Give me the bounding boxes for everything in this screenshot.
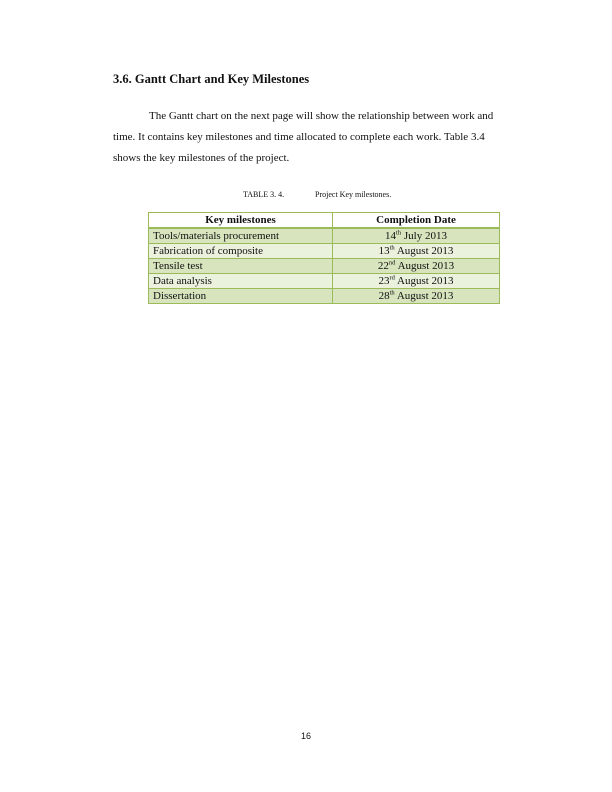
- table-row: [149, 274, 500, 289]
- date-day: 14: [385, 229, 397, 242]
- date-day: 23: [378, 274, 390, 287]
- table-caption: [243, 190, 391, 199]
- milestone-cell: Tensile test: [149, 259, 333, 274]
- table-caption-number: TABLE 3. 4.: [243, 190, 285, 199]
- date-day: 22: [377, 259, 389, 272]
- date-cell: [333, 259, 500, 274]
- date-day: 28: [378, 289, 390, 302]
- table-row: [149, 259, 500, 274]
- table-row: [149, 289, 500, 304]
- header-key-milestones: Key milestones: [149, 213, 333, 229]
- paragraph-line-1: The Gantt chart on the next page will show the relationship between work and: [149, 110, 494, 122]
- page-number: 16: [300, 731, 311, 741]
- table-row: [149, 228, 500, 244]
- milestone-cell: Fabrication of composite: [149, 244, 333, 259]
- date-rest: August 2013: [396, 289, 454, 302]
- date-suffix: rd: [389, 273, 395, 281]
- date-cell: [333, 274, 500, 289]
- date-cell: [333, 244, 500, 259]
- date-day: 13: [378, 244, 390, 257]
- paragraph-line-2: time. It contains key milestones and time allocated to complete each work. Table 3.4: [113, 131, 485, 143]
- table-caption-title: Project Key milestones.: [315, 190, 392, 199]
- date-rest: August 2013: [397, 259, 455, 272]
- date-suffix: th: [396, 228, 402, 236]
- paragraph-line-3: shows the key milestones of the project.: [113, 152, 290, 164]
- table-header-row: [149, 213, 500, 229]
- milestone-cell: Dissertation: [149, 289, 333, 304]
- milestone-cell: Data analysis: [149, 274, 333, 289]
- date-rest: August 2013: [396, 244, 454, 257]
- section-paragraph: [113, 106, 531, 169]
- section-heading: 3.6. Gantt Chart and Key Milestones: [113, 72, 310, 86]
- date-suffix: nd: [388, 258, 396, 266]
- date-suffix: th: [389, 288, 395, 296]
- date-suffix: th: [389, 243, 395, 251]
- milestones-table: [148, 212, 500, 304]
- date-cell: [333, 228, 500, 244]
- header-completion-date: Completion Date: [333, 213, 500, 229]
- date-cell: [333, 289, 500, 304]
- milestone-cell: Tools/materials procurement: [149, 228, 333, 244]
- date-rest: August 2013: [397, 274, 454, 287]
- table-row: [149, 244, 500, 259]
- date-rest: July 2013: [403, 229, 447, 242]
